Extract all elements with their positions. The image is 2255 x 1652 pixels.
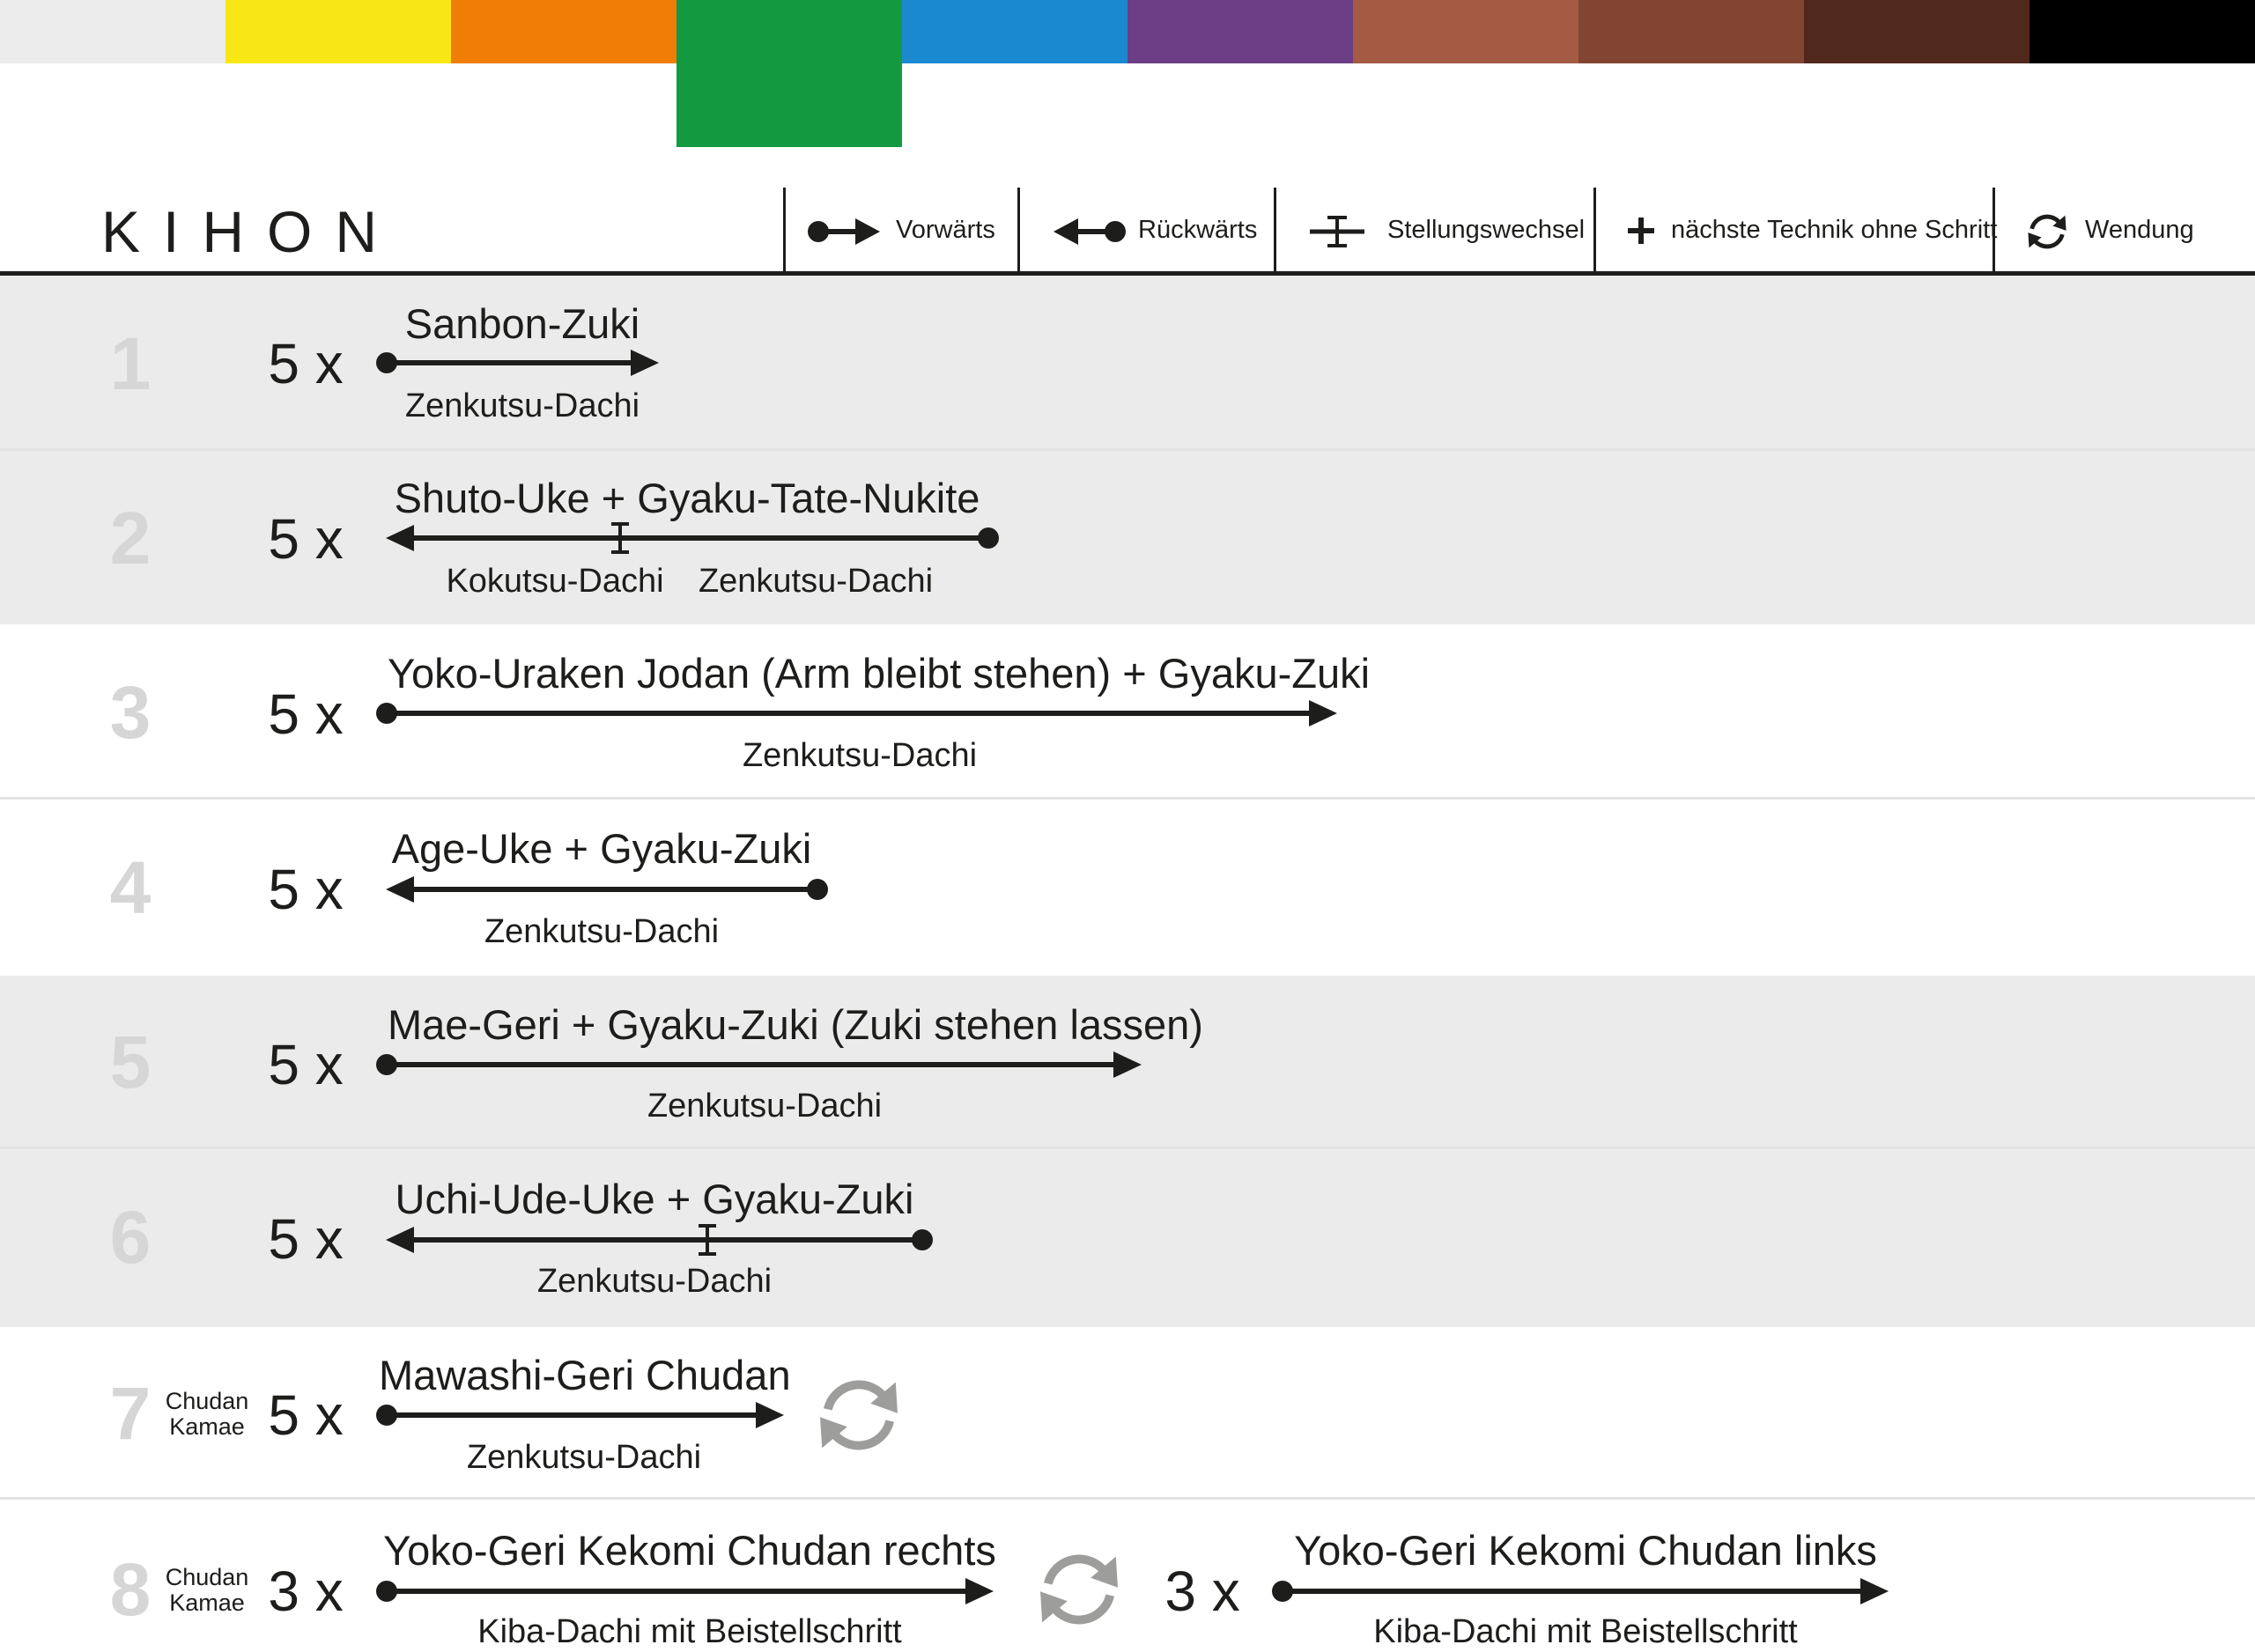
kamae-label: Chudan Kamae xyxy=(165,1564,249,1616)
legend-label-turn: Wendung xyxy=(2085,216,2194,244)
belt-brown-1[interactable] xyxy=(1353,0,1578,63)
arrow-backward-icon xyxy=(1053,216,1128,247)
arrow-forward-icon xyxy=(1272,1578,1889,1604)
technique-label: Yoko-Geri Kekomi Chudan rechts xyxy=(383,1527,996,1574)
belt-orange[interactable] xyxy=(451,0,676,63)
technique-label: Sanbon-Zuki xyxy=(404,300,640,347)
repetitions: 5 x xyxy=(268,1383,344,1447)
legend-label-no-step: nächste Technik ohne Schritt xyxy=(1671,216,1998,244)
technique-label: Uchi-Ude-Uke + Gyaku-Zuki xyxy=(395,1176,914,1222)
kamae-label: Chudan Kamae xyxy=(165,1388,249,1440)
belt-white[interactable] xyxy=(0,0,226,63)
legend-label-forward: Vorwärts xyxy=(896,216,995,244)
technique-label: Mae-Geri + Gyaku-Zuki (Zuki stehen lassen) xyxy=(388,1001,1203,1048)
page-title: KIHON xyxy=(101,199,401,264)
row-number: 2 xyxy=(109,497,152,579)
repetitions: 5 x xyxy=(268,1207,344,1271)
plus-icon xyxy=(1626,216,1656,246)
row-number: 8 xyxy=(109,1548,152,1631)
repetitions: 5 x xyxy=(268,682,344,746)
stance-label: Zenkutsu-Dachi xyxy=(404,387,640,424)
arrow-forward-icon xyxy=(376,1402,784,1428)
belt-brown-2[interactable] xyxy=(1578,0,1804,63)
row-number: 4 xyxy=(109,846,152,929)
legend-divider xyxy=(1593,188,1596,272)
belt-green-active[interactable] xyxy=(676,0,902,147)
row-divider xyxy=(0,1497,2255,1500)
technique-label: Age-Uke + Gyaku-Zuki xyxy=(391,825,812,872)
turn-icon xyxy=(820,1383,898,1449)
stance-change-icon xyxy=(1308,214,1366,249)
row-number: 7 xyxy=(109,1372,152,1455)
arrow-forward-icon xyxy=(376,700,1337,726)
legend-divider xyxy=(783,188,786,272)
repetitions: 5 x xyxy=(268,332,344,395)
stance-label: Zenkutsu-Dachi xyxy=(484,913,720,950)
repetitions: 3 x xyxy=(268,1560,344,1623)
row-number: 3 xyxy=(109,671,152,754)
stance-label: Kiba-Dachi mit Beistellschritt xyxy=(477,1613,902,1650)
belt-brown-3[interactable] xyxy=(1804,0,2030,63)
belt-black[interactable] xyxy=(2030,0,2255,63)
row-divider xyxy=(0,797,2255,800)
stance-label: Kokutsu-Dachi xyxy=(446,563,664,600)
belt-yellow[interactable] xyxy=(226,0,451,63)
technique-label: Shuto-Uke + Gyaku-Tate-Nukite xyxy=(394,475,980,521)
repetitions: 5 x xyxy=(268,1033,344,1096)
repetitions: 5 x xyxy=(268,507,344,571)
repetitions-second: 3 x xyxy=(1164,1560,1240,1623)
stance-label-second: Kiba-Dachi mit Beistellschritt xyxy=(1373,1613,1798,1650)
arrow-forward-icon xyxy=(376,1578,994,1604)
technique-label-second: Yoko-Geri Kekomi Chudan links xyxy=(1294,1527,1877,1574)
arrow-backward-icon xyxy=(386,876,828,903)
row-number: 5 xyxy=(109,1021,152,1103)
row-number: 1 xyxy=(109,322,152,405)
technique-label: Mawashi-Geri Chudan xyxy=(379,1352,791,1398)
belt-color-bar xyxy=(0,0,2255,147)
stance-label: Zenkutsu-Dachi xyxy=(647,1088,883,1125)
legend-label-backward: Rückwärts xyxy=(1138,216,1258,244)
turn-icon xyxy=(2023,208,2071,255)
stance-label: Zenkutsu-Dachi xyxy=(698,563,934,600)
repetitions: 5 x xyxy=(268,858,344,921)
stance-label: Zenkutsu-Dachi xyxy=(536,1263,773,1300)
row-number: 6 xyxy=(109,1196,152,1279)
turn-icon xyxy=(1040,1557,1118,1623)
stance-label: Zenkutsu-Dachi xyxy=(466,1439,702,1476)
belt-blue[interactable] xyxy=(902,0,1128,63)
stance-label: Zenkutsu-Dachi xyxy=(742,737,978,774)
arrow-forward-icon xyxy=(806,216,881,247)
legend xyxy=(0,188,2255,272)
legend-divider xyxy=(1017,188,1020,272)
legend-divider xyxy=(1274,188,1276,272)
legend-label-stance-change: Stellungswechsel xyxy=(1387,216,1586,244)
belt-purple[interactable] xyxy=(1128,0,1353,63)
technique-label: Yoko-Uraken Jodan (Arm bleibt stehen) + Gyaku-Zuki xyxy=(388,650,1371,697)
